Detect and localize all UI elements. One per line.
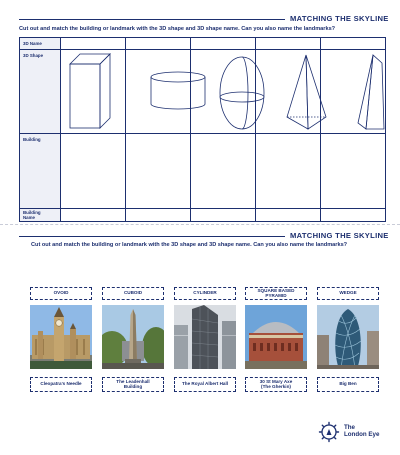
cylinder-shape <box>151 72 205 109</box>
shape-name-cuboid[interactable] <box>102 287 164 300</box>
landmark-name-text: The Leadenhall <box>116 378 150 384</box>
pyramid-shape <box>287 55 326 129</box>
landmark-name-text: The Royal Albert Hall <box>181 381 229 387</box>
shape-drawings <box>60 49 387 133</box>
shape-name-ovoid[interactable] <box>30 287 92 300</box>
landmark-name-text: Big Ben <box>339 381 357 387</box>
shape-name-text: OVOID <box>53 290 69 296</box>
landmark-name-cleopatras-needle[interactable] <box>30 377 92 392</box>
sheet2-instructions: Cut out and match the building or landmark with the 3D shape and 3D shape name. Can you also name the landmarks? <box>31 242 348 248</box>
header-rule-left <box>19 19 285 20</box>
wedge-shape <box>358 55 384 129</box>
shape-name-text: SQUARE BASED <box>257 287 295 293</box>
label-column <box>20 38 60 221</box>
photo-the-gherkin[interactable] <box>317 305 379 369</box>
header-rule-left <box>19 236 285 237</box>
cut-line <box>0 224 400 225</box>
row-label-building-name <box>23 210 41 220</box>
sheet2-title: MATCHING THE SKYLINE <box>290 231 389 240</box>
shape-name-pyramid[interactable] <box>245 287 307 300</box>
cuboid-shape <box>70 54 110 128</box>
landmark-name-gherkin[interactable] <box>245 377 307 392</box>
row-label-line: Building <box>23 210 41 215</box>
row-label-building: Building <box>23 137 41 142</box>
landmark-name-text: (The Gherkin) <box>261 383 291 389</box>
matching-table <box>19 37 386 222</box>
ovoid-shape <box>220 57 264 129</box>
landmark-name-text: 30 St Mary Axe <box>259 378 293 384</box>
shape-name-text: WEDGE <box>339 290 357 296</box>
shape-name-cylinder[interactable] <box>174 287 236 300</box>
landmark-name-leadenhall[interactable] <box>102 377 164 392</box>
shape-name-text: PYRAMID <box>265 292 287 298</box>
london-eye-logo-text <box>344 425 379 439</box>
landmark-name-text: Cleopatra's Needle <box>40 381 82 387</box>
shape-name-text: CYLINDER <box>193 290 217 296</box>
row-divider <box>20 208 385 209</box>
photo-royal-albert-hall[interactable] <box>245 305 307 369</box>
landmark-name-text: Building <box>123 383 143 389</box>
sheet1-instructions: Cut out and match the building or landmark with the 3D shape and 3D shape name. Can you also name the landmarks? <box>19 26 336 32</box>
logo-line: The <box>344 424 356 431</box>
photo-big-ben[interactable] <box>30 305 92 369</box>
shape-name-wedge[interactable] <box>317 287 379 300</box>
row-divider <box>20 133 385 134</box>
landmark-name-big-ben[interactable] <box>317 377 379 392</box>
photo-cleopatras-needle[interactable] <box>102 305 164 369</box>
sheet1-title: MATCHING THE SKYLINE <box>290 14 389 23</box>
landmark-name-royal-albert-hall[interactable] <box>174 377 236 392</box>
shape-name-text: CUBOID <box>123 290 143 296</box>
london-eye-logo-icon <box>318 421 340 443</box>
row-label-line: Name <box>23 215 35 220</box>
logo-line: London Eye <box>344 430 380 438</box>
photo-leadenhall-building[interactable] <box>174 305 236 369</box>
row-label-3d-shape: 3D Shape <box>23 53 44 58</box>
row-label-3d-name: 3D Name <box>23 41 42 46</box>
